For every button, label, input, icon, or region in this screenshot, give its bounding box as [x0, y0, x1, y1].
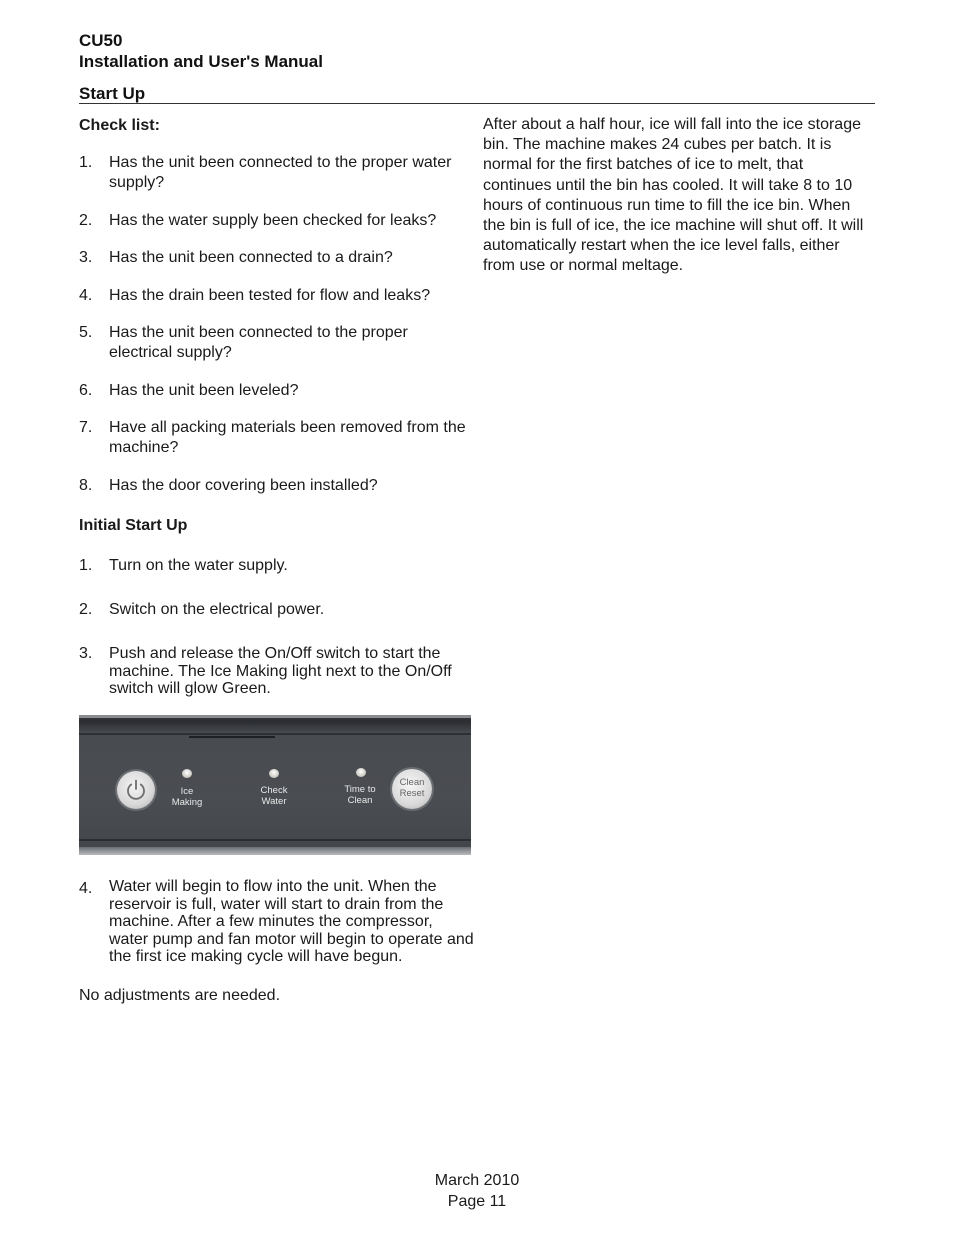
step-number: 2. [79, 601, 93, 618]
ice-making-led [182, 769, 192, 778]
panel-bottom-edge [79, 847, 471, 855]
check-water-label-line2: Water [261, 796, 287, 807]
closing-note: No adjustments are needed. [79, 987, 281, 1004]
step-text: Switch on the electrical power. [109, 601, 325, 618]
item-number: 4. [79, 287, 93, 304]
item-text: Has the drain been tested for flow and leaks? [109, 287, 431, 304]
panel-top-edge [79, 715, 471, 718]
step-number: 4. [79, 880, 93, 897]
manual-title: Installation and User's Manual [79, 52, 323, 71]
clean-reset-label-line2: Reset [399, 788, 425, 799]
item-number: 6. [79, 382, 93, 399]
panel-slot [189, 736, 275, 738]
time-to-clean-led [356, 768, 366, 777]
item-text: Has the unit been leveled? [109, 382, 299, 399]
step-text: Turn on the water supply. [109, 557, 288, 574]
step-text: Push and release the On/Off switch to start the machine. The Ice Making light next to the On/Off switch will glow Green. [109, 645, 452, 697]
checklist-heading: Check list: [79, 117, 160, 134]
clean-reset-button [392, 769, 432, 809]
header-rule [79, 103, 875, 104]
step-number: 1. [79, 557, 93, 574]
item-text: Has the unit been connected to the proper electrical supply? [109, 324, 408, 361]
item-number: 7. [79, 419, 93, 436]
step-number: 3. [79, 645, 93, 662]
control-panel-image [79, 715, 471, 855]
ice-making-label-line1: Ice [180, 786, 194, 797]
power-icon [124, 778, 148, 802]
item-text: Has the unit been connected to a drain? [109, 249, 393, 266]
item-text: Has the water supply been checked for leaks? [109, 212, 437, 229]
initial-start-up-heading: Initial Start Up [79, 517, 188, 534]
step-text: Water will begin to flow into the unit. When the reservoir is full, water will start to drain from the machine. After a few minutes the compressor, water pump and fan motor will begin to operate and the first ice making cycle will have begun. [109, 878, 474, 965]
item-number: 8. [79, 477, 93, 494]
right-column-paragraph: After about a half hour, ice will fall into the ice storage bin. The machine makes 24 cubes per batch. It is normal for the first batches of ice to melt, that continues until the bin has cooled. It will take 8 to 10 hours of continuous run time to fill the ice bin. When the bin is full of ice, the ice machine will shut off. It will automatically restart when the ice level falls, either from use or normal meltage. [483, 116, 864, 275]
item-number: 1. [79, 154, 93, 171]
item-text: Has the unit been connected to the proper water supply? [109, 154, 452, 191]
panel-groove [79, 733, 471, 735]
panel-groove [79, 839, 471, 841]
time-to-clean-label-line1: Time to [344, 784, 376, 795]
document-model: CU50 [79, 31, 123, 50]
footer-page-number: Page 11 [447, 1193, 507, 1210]
time-to-clean-label-line2: Clean [347, 795, 373, 806]
check-water-led [269, 769, 279, 778]
check-water-label-line1: Check [260, 785, 288, 796]
item-text: Have all packing materials been removed from the machine? [109, 419, 466, 456]
clean-reset-label-line1: Clean [399, 777, 425, 788]
item-number: 3. [79, 249, 93, 266]
item-number: 2. [79, 212, 93, 229]
ice-making-label-line2: Making [171, 797, 203, 808]
item-number: 5. [79, 324, 93, 341]
footer-date: March 2010 [434, 1172, 520, 1189]
item-text: Has the door covering been installed? [109, 477, 378, 494]
section-title: Start Up [79, 84, 146, 103]
on-off-button [117, 771, 155, 809]
